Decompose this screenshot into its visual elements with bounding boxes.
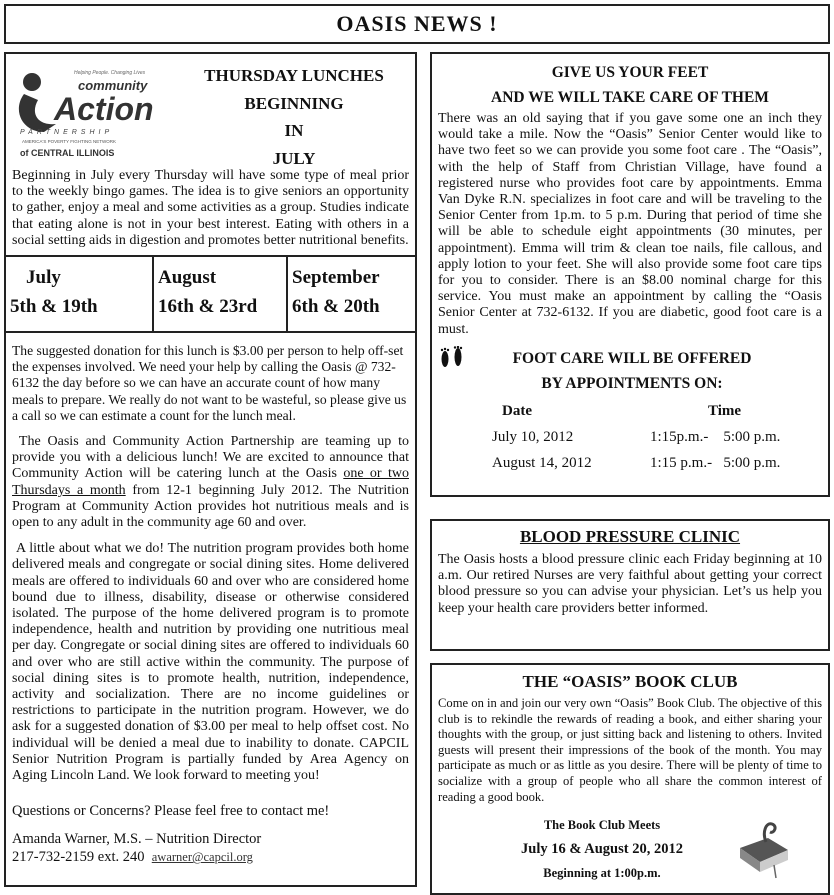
blood-pressure-article [430, 519, 830, 651]
heading-line: IN [284, 121, 304, 140]
text: The Oasis and Community Action Partnership are teaming up to provide you with a delicious lunch! We are excited to announce that Community Action will be catering lunch at the Oasis [12, 434, 409, 482]
contact-line [12, 848, 409, 866]
svg-text:of CENTRAL ILLINOIS: of CENTRAL ILLINOIS [20, 148, 115, 158]
svg-text:AMERICA'S POVERTY FIGHTING NET: AMERICA'S POVERTY FIGHTING NETWORK [22, 139, 116, 144]
foot-care-body: There was an old saying that if you gave some one an inch they would take a mile. Now the “Oasis” Senior Center would like to have two feet so we can provide you some foot care . The “Oasis”, with the help of Staff from Christian Village, have found a registered nurse who provides foot care by appointments. Emma Van Dyke R.N. specializes in foot care and will be traveling to the Senior Center from 1p.m. to 5 p.m. During that period of time she will be able to schedule eight appointments (30 minutes, per appointment). Emma will trim & clean toe nails, file callous, and apply lotion to your feet. She will also provide some foot care tips for you to consider. There is an $8.00 nominal charge for this service. You must make an appointment by calling the “Oasis Senior Center at 732-6132. If you are diabetic, good foot care is a must. [438, 111, 822, 337]
schedule-row [492, 424, 822, 450]
days: 5th & 19th [10, 296, 98, 318]
svg-text:community: community [78, 78, 148, 93]
svg-text:PARTNERSHIP: PARTNERSHIP [20, 129, 114, 136]
partnership-paragraph [12, 434, 409, 531]
foot-care-article [430, 52, 830, 497]
lunch-dates-table [6, 255, 415, 333]
book-meeting-info [438, 813, 822, 885]
month: September [292, 267, 380, 289]
lunch-intro: Beginning in July every Thursday will have some type of meal prior to the weekly bingo games. The idea is to give seniors an opportunity to gather, enjoy a meal and some activities as a group. Studies indicate that eating alone is not in your best interest. Eating with others in a social setting aids in digestion and promotes better nutritional benefits. [12, 168, 409, 248]
heading-line: BY APPOINTMENTS ON: [541, 374, 723, 392]
month: August [158, 267, 217, 289]
heading-line: BEGINNING [244, 93, 344, 113]
book-dates: July 16 & August 20, 2012 [521, 841, 683, 858]
book-club-article [430, 663, 830, 895]
contact-name: Amanda Warner, M.S. – Nutrition Director [12, 831, 262, 848]
lunch-heading [177, 62, 411, 172]
book-heading: THE “OASIS” BOOK CLUB [522, 672, 738, 691]
book-body: Come on in and join our very own “Oasis” Book Club. The objective of this club is to rekindle the rewards of reading a book, and either sharing your thoughts with the group, or just sitting back and listening to others. Invited guests will present their impressions of the book of the month. You may participate as much or as little as you desire. There will be plenty of time to socialize with a group of people who all share the common interest of reading a good book. [438, 696, 822, 804]
text: from 12-1 beginning July 2012. The Nutrition Program at Community Action provides hot nutritious meals and is open to any adult in the community age 60 and over. [12, 482, 409, 531]
community-action-logo [16, 62, 156, 162]
date-cell-september [288, 257, 415, 331]
date-cell-august [154, 257, 288, 331]
foot-care-schedule [492, 398, 822, 476]
questions-text: Questions or Concerns? Please feel free to contact me! [12, 803, 330, 820]
about-paragraph [12, 541, 409, 784]
bp-body: The Oasis hosts a blood pressure clinic each Friday beginning at 10 a.m. Our retired Nurses are very faithful about getting your correct blood pressure so you can advise your physician. Let’s us help you keep your health care providers better informed. [438, 552, 822, 616]
page-title: OASIS NEWS ! [4, 4, 830, 44]
right-column [430, 52, 830, 895]
offer-heading [482, 346, 782, 396]
schedule-row [492, 450, 822, 476]
lunch-header [6, 54, 415, 172]
bp-heading: BLOOD PRESSURE CLINIC [519, 527, 741, 546]
days: 16th & 23rd [158, 296, 258, 318]
book-icon [736, 818, 792, 880]
contact-email-link[interactable]: awarner@capcil.org [151, 850, 253, 865]
heading-line: FOOT CARE WILL BE OFFERED [512, 349, 752, 367]
heading-line: THURSDAY LUNCHES [204, 66, 384, 85]
heading-line: JULY [272, 148, 316, 168]
donation-paragraph: The suggested donation for this lunch is $3.00 per person to help off-set the expenses involved. We need your help by calling the Oasis @ 732-6132 the day before so we can have an accurate count of how many meals to prepare. We really do not want to be wasteful, so please give us a call so we can estimate a count for the lunch meal. [12, 343, 407, 423]
date: August 14, 2012 [492, 454, 592, 471]
time-header: Time [708, 402, 742, 419]
time: 1:15 p.m.- 5:00 p.m. [650, 454, 781, 471]
offer-section [438, 346, 822, 396]
heading-line: AND WE WILL TAKE CARE OF THEM [491, 89, 769, 106]
svg-text:Helping People. Changing Lives: Helping People. Changing Lives [74, 70, 146, 76]
underlined-text: one or two Thursdays a month [12, 466, 409, 498]
thursday-lunches-article [4, 52, 417, 887]
text: A little about what we do! The nutrition program provides both home delivered meals and congregate or social dining sites. Home delivered meals are offered to individuals 60 and over who are considered home bound due to illness, disability, disease or otherwise considered isolated. The purpose of the home delivered program is to promote independence, health and nutrition by providing one nutritious meal per day. Congregate or social dining sites are offered to individuals 60 and over who are still active within the community. The purpose of social dining sites is to promote health, nutrition, independence, activity and socialization. There are no income guidelines or restrictions to participate in the nutrition program. However, we do ask for a suggested donation of $3.00 per meal to help offset cost. No individual will be denied a meal due to inability to donate. CAPCIL Senior Nutrition Program is partially funded by Area Agency on Aging Lincoln Land. We look forward to meeting you! [12, 541, 410, 784]
days: 6th & 20th [292, 296, 380, 318]
heading-line: GIVE US YOUR FEET [551, 64, 709, 81]
foot-care-heading [438, 60, 822, 110]
date-header: Date [502, 402, 532, 419]
date-cell-july [6, 257, 154, 331]
time: 1:15p.m.- 5:00 p.m. [650, 428, 781, 445]
footprints-icon [438, 346, 466, 372]
contact-phone: 217-732-2159 ext. 240 [12, 849, 145, 866]
book-meets: The Book Club Meets [543, 818, 661, 833]
book-meeting-text [492, 813, 712, 885]
book-time: Beginning at 1:00p.m. [543, 866, 661, 881]
svg-text:Action: Action [54, 91, 154, 127]
date: July 10, 2012 [492, 428, 574, 445]
month: July [26, 267, 61, 289]
